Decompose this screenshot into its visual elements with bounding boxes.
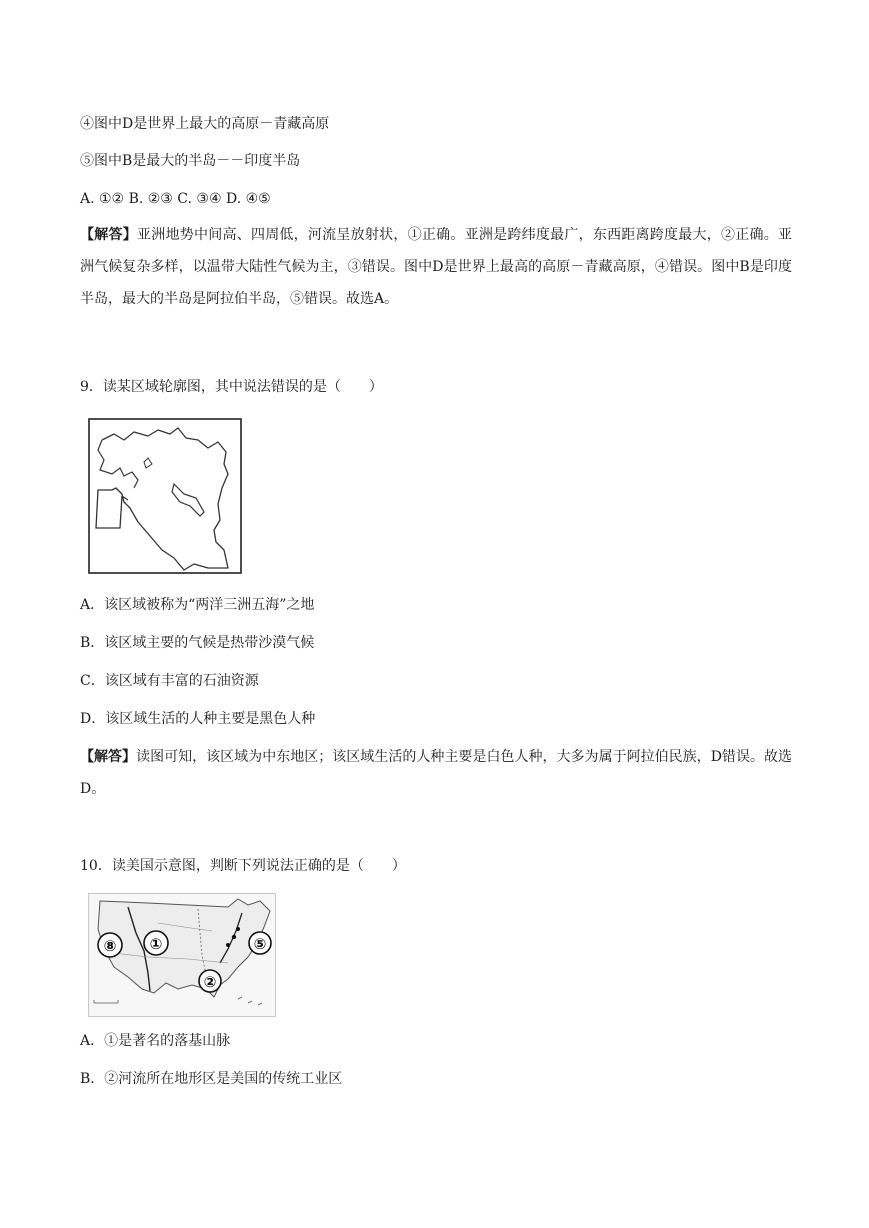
q9-stem: 9．读某区域轮廓图，其中说法错误的是（ ）	[80, 379, 383, 395]
q9-option-c: C．该区域有丰富的石油资源	[80, 673, 259, 689]
q9-option-b: B．该区域主要的气候是热带沙漠气候	[80, 635, 315, 651]
q9-option-a: A．该区域被称为“两洋三洲五海”之地	[80, 597, 315, 613]
q8-answer	[80, 219, 792, 315]
middle-east-outline-map	[88, 418, 244, 576]
q8-options: A. ①② B. ②③ C. ③④ D. ④⑤	[80, 191, 271, 207]
q8-statement-5: ⑤图中B是最大的半岛－－印度半岛	[80, 153, 301, 169]
q10-stem: 10．读美国示意图，判断下列说法正确的是（ ）	[80, 858, 406, 874]
map-label-2: ②	[203, 973, 217, 991]
q9-option-d: D．该区域生活的人种主要是黑色人种	[80, 711, 316, 727]
map-label-1: ①	[149, 935, 163, 953]
q10-option-a: A．①是著名的落基山脉	[80, 1033, 231, 1049]
q10-option-b: B．②河流所在地形区是美国的传统工业区	[80, 1071, 343, 1087]
q9-answer-text: 读图可知，该区域为中东地区；该区域生活的人种主要是白色人种，大多为属于阿拉伯民族，D错误。故选D。	[80, 749, 792, 797]
q9-answer-label: 【解答】	[80, 749, 137, 765]
usa-sketch-map	[88, 893, 276, 1017]
q8-answer-label: 【解答】	[80, 227, 137, 243]
q9-answer	[80, 741, 792, 805]
map-label-5: ⑤	[253, 935, 267, 953]
map-label-8: ⑧	[103, 937, 117, 955]
q8-answer-text: 亚洲地势中间高、四周低，河流呈放射状，①正确。亚洲是跨纬度最广，东西距离跨度最大，②正确。亚洲气候复杂多样，以温带大陆性气候为主，③错误。图中D是世界上最高的高原－青藏高原，④错误。图中B是印度半岛，最大的半岛是阿拉伯半岛，⑤错误。故选A。	[80, 227, 793, 307]
q8-statement-4: ④图中D是世界上最大的高原－青藏高原	[80, 116, 330, 132]
